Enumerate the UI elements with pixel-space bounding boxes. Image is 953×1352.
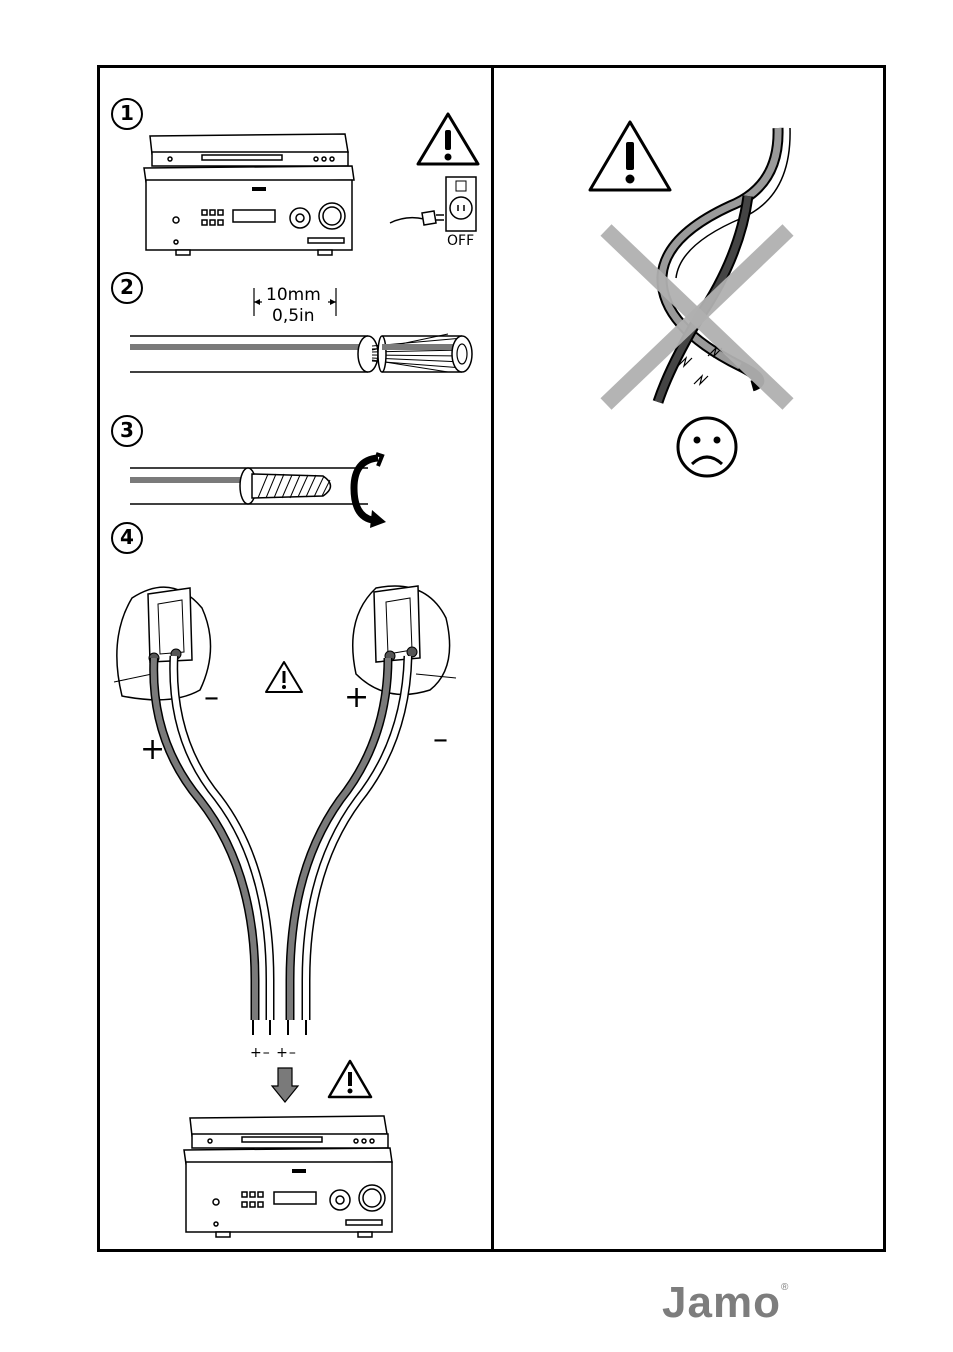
panel-divider <box>491 65 494 1252</box>
down-arrow-icon <box>270 1066 300 1104</box>
av-equipment-stack-top <box>140 130 360 260</box>
polarity-minus-left: – <box>204 680 219 715</box>
polarity-plus-right: + <box>344 680 370 715</box>
measure-in-label: 0,5in <box>272 306 315 326</box>
off-label: OFF <box>447 233 475 249</box>
polarity-plus-left: + <box>140 732 166 767</box>
power-plug-icon <box>388 175 480 237</box>
measure-mm-label: 10mm <box>266 285 321 305</box>
sad-face-icon <box>672 416 742 478</box>
jamo-logo: Jamo® <box>662 1278 790 1327</box>
warning-triangle-icon <box>414 110 482 168</box>
step-number-4: 4 <box>111 522 143 554</box>
warning-triangle-icon <box>264 660 304 694</box>
polarity-minus-right: – <box>433 722 448 757</box>
step-number-1: 1 <box>111 98 143 130</box>
speaker-wires <box>130 650 380 1050</box>
av-equipment-stack-bottom <box>182 1112 397 1242</box>
cut-insulation-piece <box>378 334 476 376</box>
warning-triangle-icon <box>326 1058 374 1100</box>
step-number-2: 2 <box>111 272 143 304</box>
twisted-wire-diagram <box>128 462 343 510</box>
rotate-arrow-icon <box>348 448 390 530</box>
step-number-3: 3 <box>111 415 143 447</box>
cross-out-icon <box>598 222 796 412</box>
polarity-bottom-label: +– +– <box>250 1045 297 1061</box>
